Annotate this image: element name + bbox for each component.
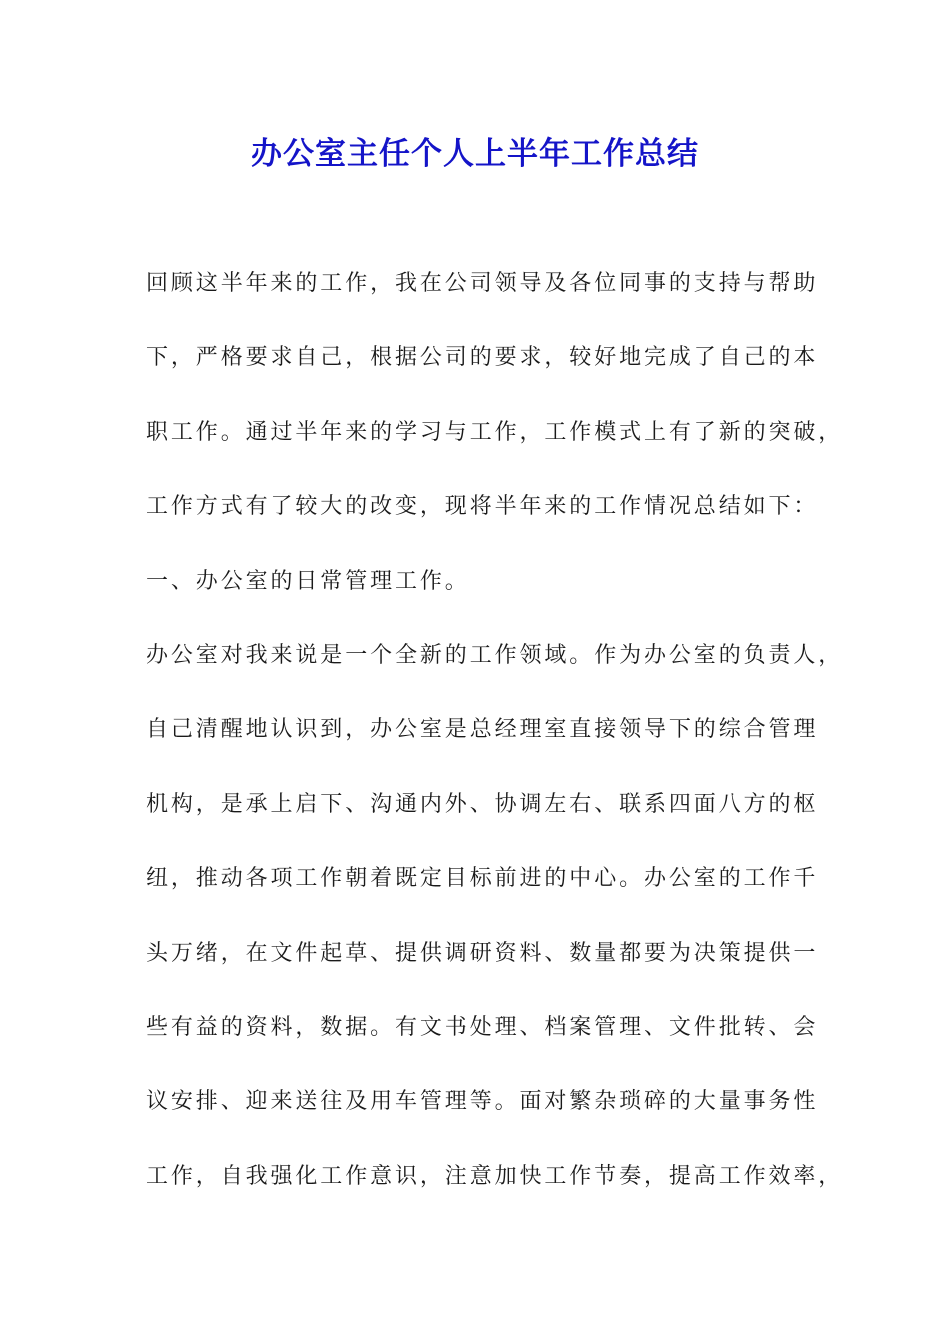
paragraph-line: 下，严格要求自己，根据公司的要求，较好地完成了自己的本 — [146, 345, 819, 371]
paragraph-line: 头万绪，在文件起草、提供调研资料、数量都要为决策提供一 — [146, 940, 819, 966]
section-heading: 一、办公室的日常管理工作。 — [146, 568, 470, 594]
paragraph-line: 工作，自我强化工作意识，注意加快工作节奏，提高工作效率， — [146, 1163, 844, 1189]
paragraph-line: 办公室对我来说是一个全新的工作领域。作为办公室的负责人， — [146, 642, 844, 668]
paragraph-line: 议安排、迎来送往及用车管理等。面对繁杂琐碎的大量事务性 — [146, 1089, 819, 1115]
document-title: 办公室主任个人上半年工作总结 — [251, 136, 699, 172]
paragraph-line: 回顾这半年来的工作，我在公司领导及各位同事的支持与帮助 — [146, 271, 819, 296]
document-body — [146, 258, 844, 1225]
paragraph-line: 纽，推动各项工作朝着既定目标前进的中心。办公室的工作千 — [146, 866, 819, 892]
paragraph-line: 些有益的资料，数据。有文书处理、档案管理、文件批转、会 — [146, 1014, 819, 1040]
paragraph-line: 职工作。通过半年来的学习与工作，工作模式上有了新的突破， — [146, 419, 844, 445]
paragraph-line: 自己清醒地认识到，办公室是总经理室直接领导下的综合管理 — [146, 717, 819, 743]
paragraph-line: 机构，是承上启下、沟通内外、协调左右、联系四面八方的枢 — [146, 791, 819, 817]
paragraph-line: 工作方式有了较大的改变，现将半年来的工作情况总结如下： — [146, 494, 819, 520]
